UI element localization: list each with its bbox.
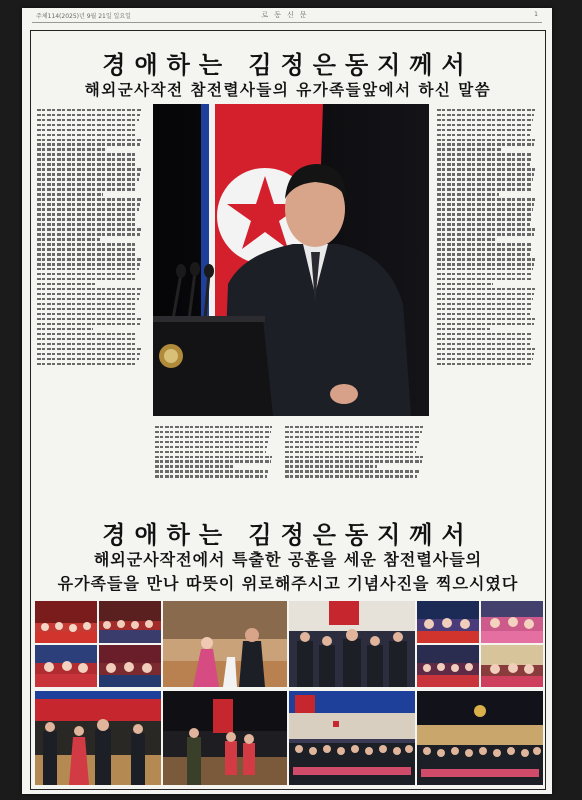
text-line — [37, 303, 137, 305]
photo — [289, 601, 415, 687]
text-line — [37, 188, 136, 190]
text-line — [437, 119, 533, 121]
text-line — [437, 168, 535, 170]
article2-subheadline-line1: 해외군사작전에서 특출한 공훈을 세운 참전렬사들의 — [93, 550, 483, 569]
photo — [163, 601, 287, 687]
text-line — [37, 139, 141, 141]
text-line — [437, 258, 535, 260]
text-line — [37, 148, 106, 150]
text-line — [437, 243, 532, 245]
text-line — [37, 233, 140, 235]
text-line — [437, 134, 530, 136]
text-line — [155, 446, 267, 448]
text-line — [437, 358, 533, 360]
text-line — [37, 248, 136, 250]
text-line — [155, 456, 272, 458]
text-line — [437, 158, 531, 160]
text-line — [37, 223, 135, 225]
photo — [417, 691, 543, 785]
text-line — [285, 426, 423, 428]
photo — [289, 691, 415, 785]
text-line — [155, 436, 270, 438]
text-line — [37, 308, 136, 310]
text-line — [37, 158, 136, 160]
text-line — [437, 233, 534, 235]
article-frame — [30, 30, 546, 790]
text-line — [37, 198, 141, 200]
text-line — [37, 203, 140, 205]
text-line — [37, 109, 141, 111]
text-line — [437, 163, 530, 165]
text-line — [437, 293, 534, 295]
text-line — [37, 278, 136, 280]
text-line — [437, 288, 535, 290]
text-line — [37, 353, 140, 355]
text-line — [37, 333, 137, 335]
text-line — [437, 178, 533, 180]
masthead-title: 로동신문 — [261, 11, 313, 19]
text-line — [155, 460, 271, 462]
text-line — [437, 148, 502, 150]
text-line — [285, 465, 377, 467]
text-line — [437, 263, 534, 265]
text-line — [437, 283, 493, 285]
text-line — [37, 173, 140, 175]
text-line — [37, 348, 141, 350]
text-line — [37, 134, 135, 136]
text-line — [155, 451, 266, 453]
text-line — [37, 218, 136, 220]
article1-subheadline: 해외군사작전 참전렬사들의 유가족들앞에서 하신 말씀 — [84, 81, 492, 99]
text-line — [37, 283, 96, 285]
text-line — [285, 460, 422, 462]
text-line — [37, 119, 139, 121]
photo — [417, 645, 479, 687]
text-line — [437, 318, 535, 320]
text-line — [37, 129, 136, 131]
text-line — [437, 208, 533, 210]
text-line — [437, 268, 533, 270]
text-line — [285, 451, 416, 453]
text-line — [37, 358, 139, 360]
text-line — [437, 124, 532, 126]
text-line — [437, 129, 531, 131]
article1-body-column — [437, 106, 539, 500]
masthead — [32, 8, 542, 23]
text-line — [437, 203, 534, 205]
text-line — [37, 338, 136, 340]
text-line — [437, 193, 499, 195]
text-line — [437, 173, 534, 175]
text-line — [437, 198, 535, 200]
text-line — [37, 153, 137, 155]
photo — [163, 691, 287, 785]
text-line — [437, 228, 535, 230]
text-line — [37, 343, 135, 345]
article1-body-column — [155, 423, 277, 500]
text-line — [437, 348, 535, 350]
photo-collage — [35, 601, 543, 785]
text-line — [437, 183, 532, 185]
text-line — [155, 441, 268, 443]
text-line — [437, 153, 532, 155]
photo — [481, 645, 543, 687]
text-line — [37, 263, 140, 265]
text-line — [37, 288, 141, 290]
article1-body-column — [37, 106, 145, 500]
text-line — [37, 258, 141, 260]
text-line — [437, 109, 535, 111]
text-line — [37, 268, 139, 270]
text-line — [437, 338, 531, 340]
text-line — [37, 193, 103, 195]
article2-subheadline-line2: 유가족들을 만나 따뜻이 위로해주시고 기념사진을 찍으시였다 — [57, 574, 519, 593]
article1-headline: 경애하는 김정은동지께서 — [102, 51, 474, 79]
text-line — [37, 253, 135, 255]
text-line — [285, 470, 419, 472]
text-line — [37, 293, 140, 295]
text-line — [155, 470, 268, 472]
text-line — [437, 308, 531, 310]
newspaper-page — [22, 8, 552, 794]
text-line — [37, 124, 137, 126]
article2-headline: 경애하는 김정은동지께서 — [102, 521, 474, 549]
text-line — [437, 273, 532, 275]
text-line — [285, 441, 419, 443]
text-line — [37, 363, 137, 365]
text-line — [437, 248, 531, 250]
text-line — [285, 475, 417, 477]
text-line — [437, 114, 534, 116]
text-line — [37, 323, 140, 325]
text-line — [37, 328, 93, 330]
page-number: 1 — [534, 11, 538, 18]
leader-speech-photo — [153, 104, 429, 416]
photo — [417, 601, 479, 643]
text-line — [155, 465, 233, 467]
text-line — [37, 163, 135, 165]
photo — [35, 645, 97, 687]
text-line — [37, 298, 139, 300]
text-line — [437, 313, 530, 315]
masthead-date: 주체114(2025)년 9월 21일 일요일 — [36, 13, 131, 20]
text-line — [37, 318, 141, 320]
text-line — [437, 363, 532, 365]
text-line — [37, 114, 140, 116]
text-line — [437, 278, 531, 280]
text-line — [37, 183, 137, 185]
text-line — [37, 168, 141, 170]
text-line — [155, 426, 272, 428]
text-line — [285, 436, 420, 438]
article1-body-column — [285, 423, 429, 500]
photo — [99, 645, 161, 687]
text-line — [437, 333, 532, 335]
text-line — [37, 143, 140, 145]
photo — [35, 601, 97, 643]
text-line — [437, 143, 534, 145]
text-line — [37, 208, 139, 210]
text-line — [37, 273, 137, 275]
text-line — [437, 328, 490, 330]
text-line — [285, 456, 423, 458]
text-line — [437, 223, 530, 225]
text-line — [437, 343, 530, 345]
photo — [481, 601, 543, 643]
text-line — [437, 303, 532, 305]
photo — [99, 601, 161, 643]
text-line — [437, 218, 531, 220]
text-line — [437, 253, 530, 255]
photo — [35, 691, 161, 785]
text-line — [37, 178, 139, 180]
text-line — [285, 431, 422, 433]
text-line — [437, 298, 533, 300]
text-line — [155, 431, 271, 433]
text-line — [37, 213, 137, 215]
text-line — [437, 139, 535, 141]
text-line — [37, 228, 141, 230]
text-line — [37, 313, 135, 315]
text-line — [437, 213, 532, 215]
text-line — [155, 475, 267, 477]
text-line — [437, 188, 531, 190]
text-line — [437, 238, 496, 240]
text-line — [37, 238, 100, 240]
text-line — [437, 353, 534, 355]
text-line — [285, 446, 417, 448]
text-line — [37, 243, 137, 245]
text-line — [437, 323, 534, 325]
